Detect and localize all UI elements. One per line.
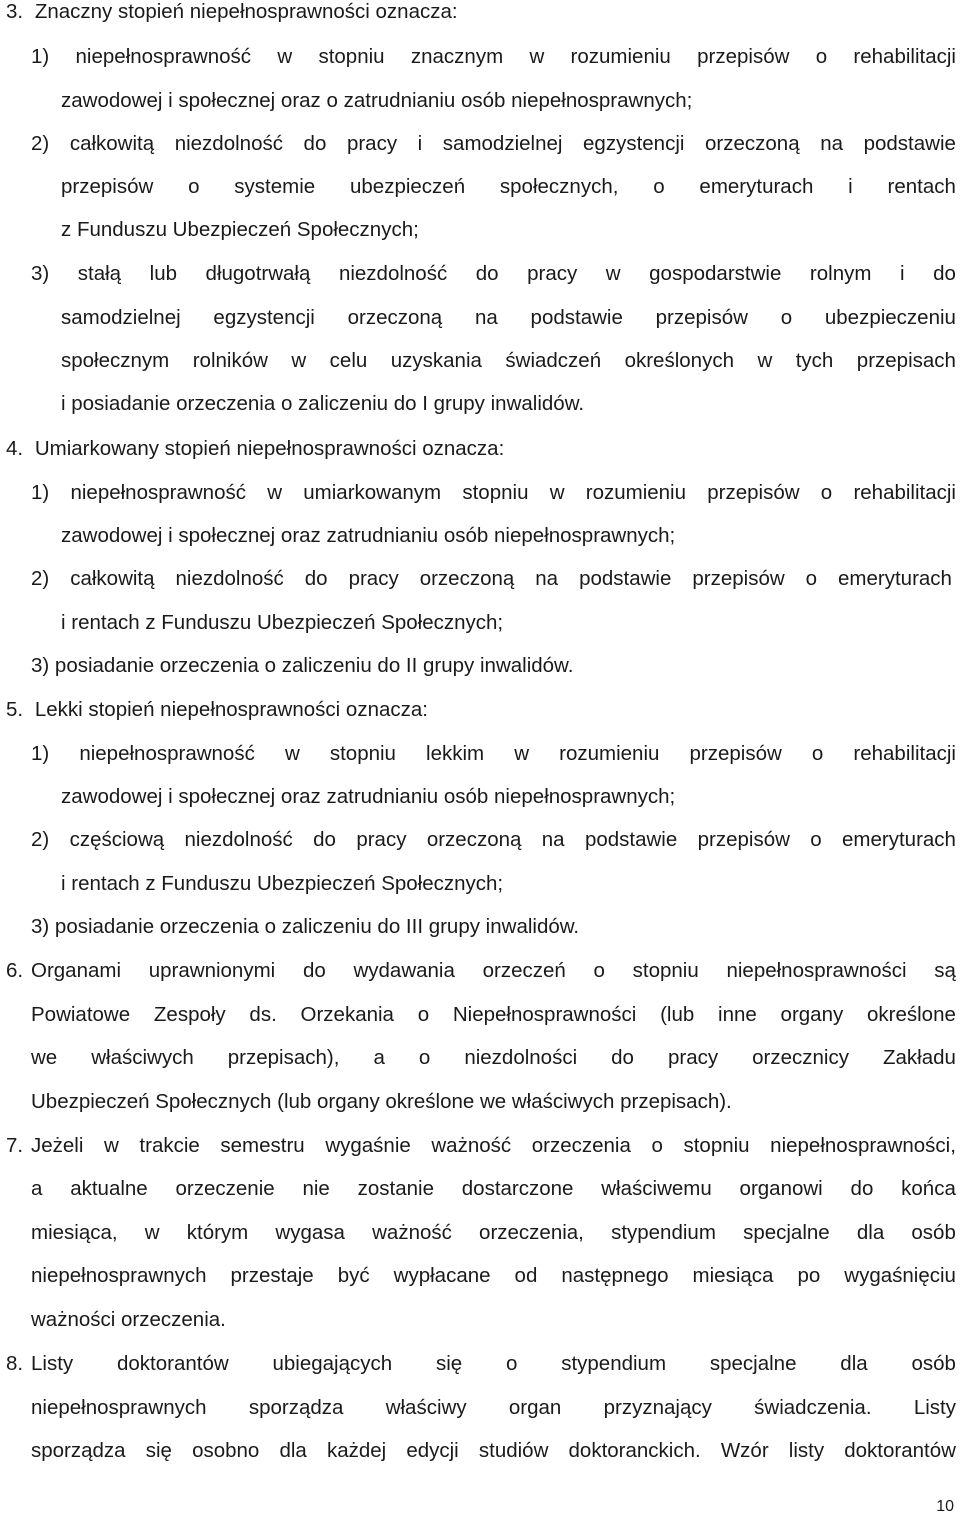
word: stypendium [561,1352,667,1375]
word: Zakładu [883,1046,956,1069]
section-3-item-2-line-2 [61,175,956,199]
section-4-number: 4. [6,437,24,460]
word: określonych [624,349,734,372]
word: emeryturach [699,175,814,198]
word: rozumieniu [585,481,687,504]
word: w [514,742,530,765]
word: w [144,1221,160,1244]
section-3-item-3-line-1 [31,262,956,286]
word: pracy [348,567,399,590]
word: ubezpieczeń [349,175,466,198]
word: którym [186,1221,249,1244]
word: niezdolność [184,828,293,851]
word: aktualne [70,1177,148,1200]
word: w [605,262,621,285]
word: o [418,1046,431,1069]
word: o [593,959,605,982]
word: niepełnosprawność [79,742,255,765]
word: doktoranckich. [568,1439,701,1462]
word: wygasa [275,1221,345,1244]
section-6-number: 6. [6,959,24,982]
word: rentach [887,175,956,198]
section-3-item-1-line-1 [31,45,956,69]
word: w [104,1134,119,1157]
section-5-item-1-line-1 [31,742,956,766]
section-3-item-2-line-3: z Funduszu Ubezpieczeń Społecznych; [61,218,419,241]
word: Niepełnosprawności [452,1003,637,1026]
word: całkowitą [69,132,155,155]
word: pracy [527,262,578,285]
word: o [805,567,818,590]
word: Jeżeli [31,1134,84,1157]
word: emeryturach [842,828,956,851]
word: do [304,567,328,590]
word: o [811,742,824,765]
word: Powiatowe [31,1003,131,1026]
word: Wzór [720,1439,769,1462]
section-3-item-3-line-2 [61,306,956,330]
section-3-item-3-line-4: i posiadanie orzeczenia o zaliczeniu do I grupy inwalidów. [61,392,585,415]
word: samodzielnej [61,306,181,329]
word: podstawie [863,132,956,155]
word: do [933,262,956,285]
word: każdej [326,1439,387,1462]
section-5-item-2-line-2: i rentach z Funduszu Ubezpieczeń Społecznych; [61,872,504,895]
section-6-line-4: Ubezpieczeń Społecznych (lub organy określone we właściwych przepisach). [31,1090,732,1113]
word: 1) [31,481,50,504]
word: orzeczoną [419,567,515,590]
word: 1) [31,45,50,68]
word: pracy [346,132,398,155]
word: Organami [31,959,122,982]
word: gospodarstwie [649,262,782,285]
section-6-line-1 [31,959,956,983]
word: znacznym [410,45,504,68]
word: dla [279,1439,307,1462]
word: do [302,959,326,982]
word: orzecznicy [752,1046,849,1069]
word: ubiegających [272,1352,393,1375]
word: uprawnionymi [148,959,276,982]
section-4-title: Umiarkowany stopień niepełnosprawności oznacza: [34,437,505,460]
word: rozumieniu [570,45,671,68]
word: w [267,481,283,504]
word: stopniu [632,959,699,982]
word: przepisach [856,349,956,372]
word: umiarkowanym [303,481,442,504]
word: o [815,45,828,68]
word: organy [780,1003,844,1026]
word: doktorantów [116,1352,229,1375]
word: przyznający [603,1396,712,1419]
word: organ [508,1396,562,1419]
word: rolnym [809,262,872,285]
word: następnego [561,1264,669,1287]
word: inne [718,1003,757,1026]
word: uzyskania [390,349,482,372]
word: orzeczoną [347,306,443,329]
section-7-line-5: ważności orzeczenia. [31,1308,226,1331]
word: o [651,1134,663,1157]
section-8-number: 8. [6,1352,24,1375]
word: organowi [739,1177,823,1200]
word: rehabilitacji [853,45,956,68]
word: rehabilitacji [853,742,956,765]
word: orzeczoną [426,828,522,851]
word: od [514,1264,538,1287]
section-3-heading [6,0,458,24]
word: studiów [478,1439,549,1462]
section-4-item-2-line-1 [31,567,952,591]
section-6-line-2 [31,1003,956,1027]
word: rehabilitacji [853,481,956,504]
word: wypłacane [393,1264,491,1287]
word: świadczenia. [754,1396,872,1419]
section-3-number: 3. [6,0,24,23]
word: osób [911,1221,956,1244]
word: ważność [431,1134,512,1157]
word: na [820,132,844,155]
page-number: 10 [936,1498,954,1515]
section-7-line-1 [31,1134,956,1158]
word: ubezpieczeniu [824,306,956,329]
section-3-item-3-line-3 [61,349,956,373]
word: świadczeń [505,349,602,372]
section-8-line-3 [31,1439,956,1463]
section-3-item-1-line-2: zawodowej i społecznej oraz o zatrudnianiu osób niepełnosprawnych; [61,89,693,112]
word: do [850,1177,874,1200]
word: są [934,959,956,982]
word: w [757,349,773,372]
word: a [31,1177,43,1200]
word: ważność [372,1221,452,1244]
word: dla [840,1352,868,1375]
word: przepisów [61,175,154,198]
word: semestru [220,1134,305,1157]
word: dla [856,1221,885,1244]
word: niepełnosprawności [726,959,907,982]
word: podstawie [530,306,623,329]
section-5-heading [6,698,428,722]
section-8-line-2 [31,1396,956,1420]
word: całkowitą [70,567,155,590]
word: niezdolności [464,1046,578,1069]
section-7-line-3 [31,1221,956,1245]
word: po [797,1264,821,1287]
word: końca [901,1177,956,1200]
section-3-item-2-line-1 [31,132,956,156]
word: tych [795,349,834,372]
section-4-heading [6,437,504,461]
section-5-item-3-line-1: 3) posiadanie orzeczenia o zaliczeniu do III grupy inwalidów. [31,915,580,938]
word: niezdolność [175,567,284,590]
word: edycji [406,1439,459,1462]
word: miesiąca, [31,1221,118,1244]
word: podstawie [579,567,672,590]
word: Orzekania [300,1003,394,1026]
word: do [313,828,336,851]
word: i [899,262,905,285]
word: i [417,132,423,155]
word: specjalne [709,1352,797,1375]
word: przepisów [707,481,800,504]
section-5-item-2-line-1 [31,828,956,852]
word: przepisów [697,45,790,68]
word: o [505,1352,518,1375]
word: w [291,349,307,372]
word: o [417,1003,430,1026]
word: lekkim [426,742,485,765]
word: przepisach), [227,1046,340,1069]
word: do [475,262,499,285]
word: niepełnosprawność [70,481,246,504]
word: dostarczone [461,1177,574,1200]
word: właściwemu [601,1177,712,1200]
word: właściwych [91,1046,194,1069]
section-4-item-1-line-1 [31,481,956,505]
word: lub [149,262,177,285]
word: na [541,828,565,851]
section-7-line-2 [31,1177,956,1201]
section-5-number: 5. [6,698,24,721]
word: orzeczeń [482,959,566,982]
word: Listy [31,1352,74,1375]
word: stopniu [329,742,396,765]
word: wygaśnięciu [844,1264,956,1287]
word: częściową [69,828,165,851]
word: osób [911,1352,956,1375]
word: nie [302,1177,330,1200]
word: niepełnosprawność [75,45,252,68]
section-3-title: Znaczny stopień niepełnosprawności oznacza: [34,0,458,23]
word: sporządza [248,1396,344,1419]
word: zostanie [357,1177,434,1200]
word: w [284,742,300,765]
section-4-item-3-line-1: 3) posiadanie orzeczenia o zaliczeniu do II grupy inwalidów. [31,654,574,677]
word: stopniu [683,1134,750,1157]
word: Listy [913,1396,956,1419]
word: we [31,1046,58,1069]
word: niezdolność [174,132,283,155]
word: przestaje [230,1264,314,1287]
word: o [188,175,200,198]
word: egzystencji [583,132,685,155]
word: Zespoły [153,1003,226,1026]
word: stypendium [611,1221,716,1244]
word: stopniu [462,481,529,504]
word: a [373,1046,385,1069]
word: na [535,567,559,590]
word: specjalne [743,1221,830,1244]
word: rolników [192,349,268,372]
word: określone [866,1003,956,1026]
word: samodzielnej [442,132,563,155]
word: ds. [249,1003,277,1026]
word: emeryturach [838,567,952,590]
section-5-item-1-line-2: zawodowej i społecznej oraz zatrudnianiu osób niepełnosprawnych; [61,785,676,808]
word: osobno [192,1439,260,1462]
word: podstawie [584,828,678,851]
word: 2) [31,828,50,851]
word: 2) [31,567,50,590]
word: pracy [667,1046,719,1069]
word: o [653,175,665,198]
section-4-item-2-line-2: i rentach z Funduszu Ubezpieczeń Społecznych; [61,611,504,634]
word: do [611,1046,634,1069]
word: przepisów [697,828,790,851]
section-7-number: 7. [6,1134,24,1157]
word: trakcie [139,1134,200,1157]
word: o [780,306,793,329]
word: o [810,828,822,851]
word: niepełnosprawności, [770,1134,956,1157]
word: właściwy [385,1396,467,1419]
word: orzeczenie [175,1177,275,1200]
word: egzystencji [213,306,315,329]
word: społecznym [61,349,170,372]
word: 3) [31,262,50,285]
word: miesiąca [692,1264,774,1287]
word: wydawania [353,959,455,982]
word: sporządza [31,1439,126,1462]
word: celu [329,349,368,372]
word: stopniu [318,45,385,68]
word: przepisów [689,742,782,765]
word: o [820,481,833,504]
word: się [145,1439,172,1462]
word: i [848,175,853,198]
word: systemie [234,175,316,198]
word: pracy [356,828,407,851]
word: orzeczenia [531,1134,631,1157]
word: w [277,45,293,68]
word: niezdolność [338,262,448,285]
section-7-line-4 [31,1264,956,1288]
word: się [435,1352,463,1375]
word: listy [788,1439,825,1462]
word: w [529,45,545,68]
word: 1) [31,742,50,765]
word: niepełnosprawnych [31,1396,207,1419]
word: na [474,306,498,329]
word: rozumieniu [559,742,660,765]
section-8-line-1 [31,1352,956,1376]
word: doktorantów [844,1439,956,1462]
word: być [337,1264,370,1287]
word: 2) [31,132,50,155]
word: stałą [77,262,122,285]
section-6-line-3 [31,1046,956,1070]
word: społecznych, [499,175,619,198]
word: w [549,481,565,504]
word: niepełnosprawnych [31,1264,207,1287]
word: (lub [660,1003,695,1026]
word: orzeczoną [705,132,800,155]
word: długotrwałą [205,262,311,285]
word: wygaśnie [325,1134,411,1157]
word: przepisów [692,567,785,590]
word: przepisów [655,306,748,329]
word: orzeczenia, [479,1221,584,1244]
section-5-title: Lekki stopień niepełnosprawności oznacza: [34,698,428,721]
word: do [303,132,327,155]
section-4-item-1-line-2: zawodowej i społecznej oraz zatrudnianiu osób niepełnosprawnych; [61,524,676,547]
